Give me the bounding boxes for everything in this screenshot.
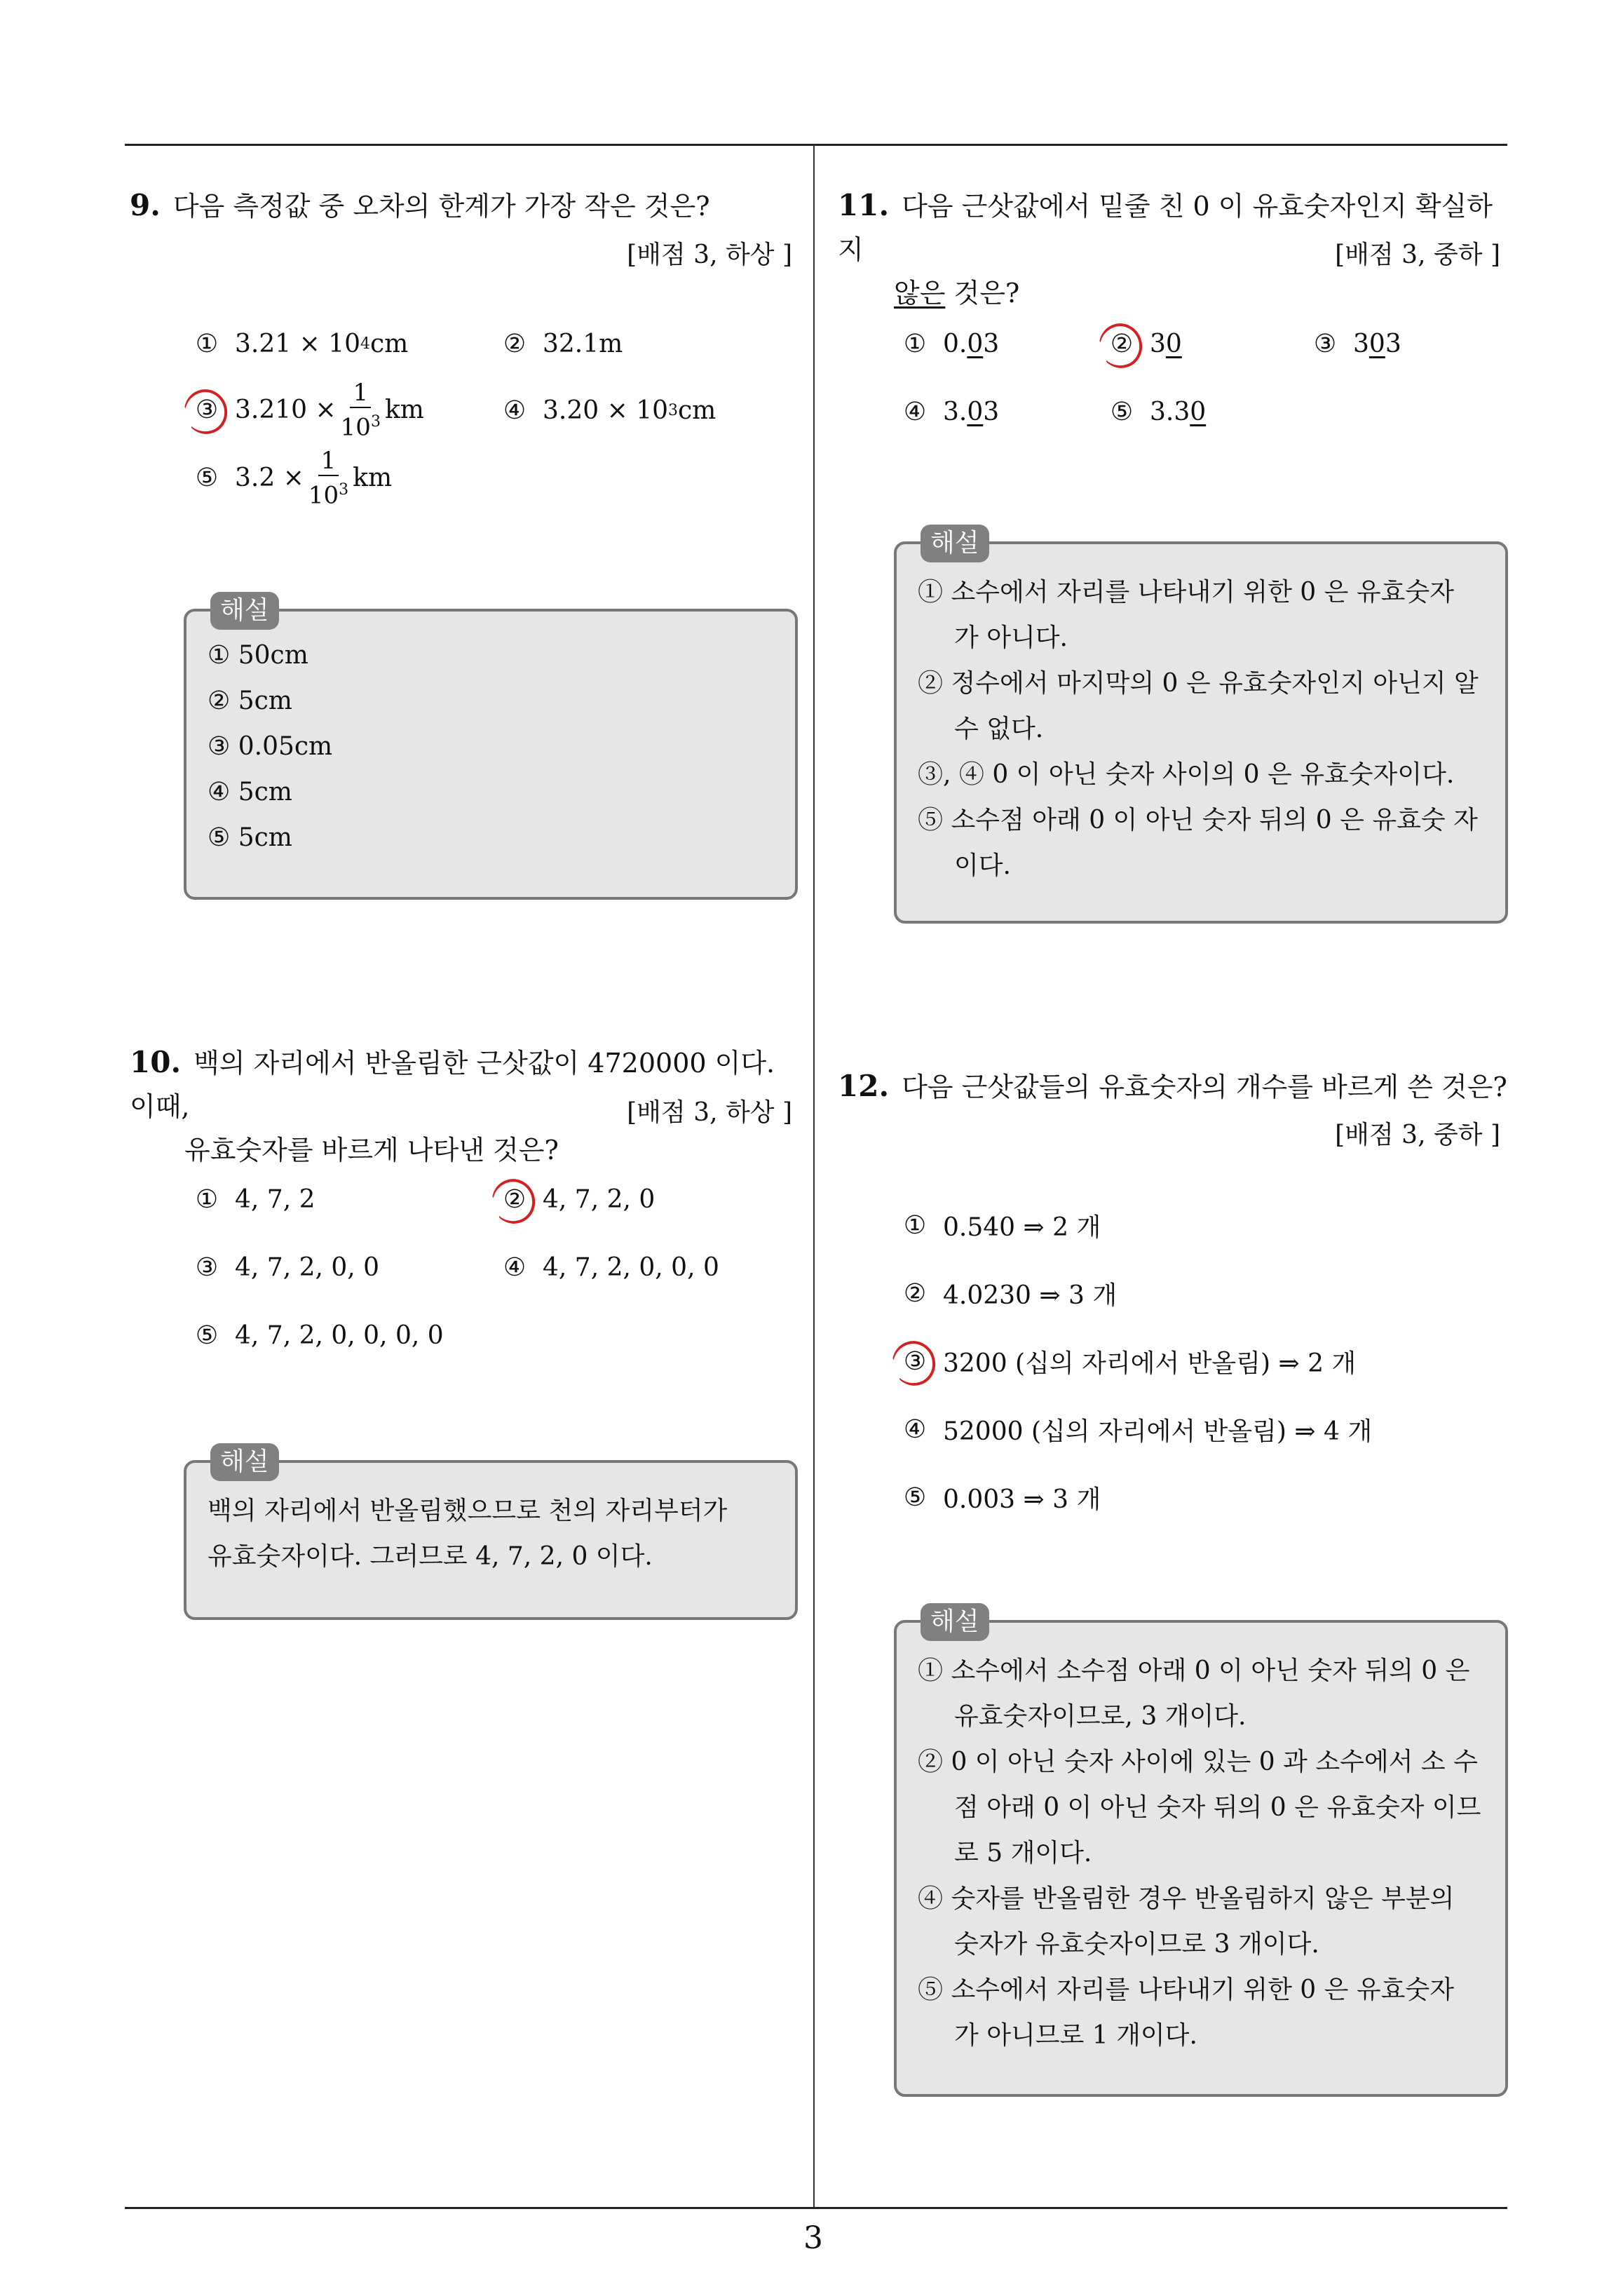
option-marker: ③ [195,1253,219,1282]
option-marker: ① [903,330,927,358]
option-marker: ⑤ [195,1321,219,1350]
question-text: 다음 근삿값에서 밑줄 친 0 이 유효숫자인지 확실하지 [838,191,1493,265]
q12-option-3[interactable]: ③ 3200 (십의 자리에서 반올림) ⇒ 2 개 [901,1344,1356,1379]
q11-option-1[interactable]: ① 0. 0 3 [901,330,999,358]
option-marker: ④ [503,1253,527,1282]
fraction: $\frac{1}{10^3}$ [340,379,381,442]
q9-option-3[interactable]: ③ 3.210 × $\frac{1}{10^3}$ km [193,379,424,441]
question-9 [130,184,796,228]
q11-option-2[interactable]: ② 3 0 [1108,330,1182,358]
explanation-line: ② 5cm [208,687,292,715]
option-marker: ④ [503,396,527,425]
explanation-tag: 해설 [210,1443,279,1481]
underlined-word: 않은 [894,278,946,309]
q9-option-4[interactable]: ④ 3.20 × 10 3 cm [501,396,716,425]
explanation-line: ⑤ 5cm [208,823,292,852]
q12-option-5[interactable]: ⑤ 0.003 ⇒ 3 개 [901,1480,1101,1515]
explanation-line: ⑤ 소수에서 자리를 나타내기 위한 0 은 유효숫자 가 아니므로 1 개이다. [918,1976,1454,2050]
q10-option-1[interactable]: ① 4, 7, 2 [193,1185,315,1214]
question-number: 11. [838,188,890,222]
q11-score: [배점 3, 중하 ] [1335,241,1500,269]
option-marker: ⑤ [1110,398,1134,426]
question-text: 다음 근삿값들의 유효숫자의 개수를 바르게 쓴 것은? [902,1072,1507,1102]
option-marker: ⑤ [903,1483,927,1512]
option-marker: ① [195,330,219,358]
q10-score: [배점 3, 하상 ] [627,1098,792,1127]
explanation-line: ③, ④ 0 이 아닌 숫자 사이의 0 은 유효숫자이다. [918,760,1455,789]
option-marker: ① [195,1185,219,1214]
option-marker: ① [903,1211,927,1240]
question-number: 10. [130,1045,182,1079]
option-marker: ② [903,1279,927,1308]
top-rule [125,144,1507,146]
q9-option-2[interactable]: ② 32.1m [501,330,623,358]
option-marker: ⑤ [195,464,219,493]
explanation-line: ③ 0.05cm [208,732,333,761]
q12-option-2[interactable]: ② 4.0230 ⇒ 3 개 [901,1276,1117,1311]
explanation-line: 유효숫자이다. 그러므로 4, 7, 2, 0 이다. [208,1542,653,1571]
option-marker: ④ [903,398,927,426]
explanation-line: ① 소수에서 소수점 아래 0 이 아닌 숫자 뒤의 0 은 유효숫자이므로, 3 개이다. [918,1656,1470,1731]
q10-explanation-box [184,1447,798,1620]
question-11: 11. 다음 근삿값에서 밑줄 친 0 이 유효숫자인지 확실하지 않은 것은? [838,188,1493,309]
answer-circle-mark: ③ [193,396,221,424]
explanation-tag: 해설 [921,525,989,562]
explanation-line: ① 소수에서 자리를 나타내기 위한 0 은 유효숫자 가 아니다. [918,578,1454,652]
answer-circle-mark: ② [1108,330,1136,358]
q10-option-4[interactable]: ④ 4, 7, 2, 0, 0, 0 [501,1253,719,1282]
explanation-line: ④ 숫자를 반올림한 경우 반올림하지 않은 부분의 숫자가 유효숫자이므로 3 개이다. [918,1884,1455,1959]
explanation-line: ⑤ 소수점 아래 0 이 아닌 숫자 뒤의 0 은 유효숫 자이다. [918,806,1478,880]
question-number: 9. [130,188,161,222]
explanation-line: ② 정수에서 마지막의 0 은 유효숫자인지 아닌지 알 수 없다. [918,669,1479,743]
explanation-line: ② 0 이 아닌 숫자 사이에 있는 0 과 소수에서 소 수점 아래 0 이 아닌 숫자 뒤의 0 은 유효숫자 이므로 5 개이다. [918,1748,1481,1868]
option-marker: ② [503,330,527,358]
bottom-rule [125,2207,1507,2209]
q9-option-1[interactable]: ① 3.21 × 10 4 cm [193,330,408,358]
q12-score: [배점 3, 중하 ] [1335,1121,1500,1149]
q9-explanation-box [184,596,798,900]
q11-option-3[interactable]: ③ 3 0 3 [1311,330,1401,358]
page-number: 3 [803,2220,823,2256]
explanation-tag: 해설 [210,592,279,630]
answer-circle-mark: ② [501,1185,529,1214]
question-number: 12. [838,1069,890,1103]
q12-option-1[interactable]: ① 0.540 ⇒ 2 개 [901,1208,1101,1243]
explanation-tag: 해설 [921,1603,989,1641]
option-marker: ③ [1313,330,1337,358]
question-text-cont: 유효숫자를 바르게 나타낸 것은? [184,1135,559,1166]
question-text: 백의 자리에서 반올림한 근삿값이 4720000 이다. 이때, [130,1048,775,1122]
q11-option-4[interactable]: ④ 3. 0 3 [901,398,999,426]
column-divider [813,145,815,2207]
explanation-line: ① 50cm [208,641,308,670]
explanation-line: ④ 5cm [208,778,292,806]
answer-circle-mark: ③ [901,1347,929,1376]
fraction: $\frac{1}{10^3}$ [308,447,349,510]
q10-option-2[interactable]: ② 4, 7, 2, 0 [501,1185,655,1214]
question-text: 다음 측정값 중 오차의 한계가 가장 작은 것은? [172,191,710,222]
q9-score: [배점 3, 하상 ] [627,241,792,269]
q12-explanation-box [894,1607,1508,2097]
q9-option-5[interactable]: ⑤ 3.2 × $\frac{1}{10^3}$ km [193,447,392,509]
explanation-line: 백의 자리에서 반올림했으므로 천의 자리부터가 [208,1497,728,1525]
q11-explanation-box [894,529,1508,924]
q10-option-3[interactable]: ③ 4, 7, 2, 0, 0 [193,1253,379,1282]
q11-option-5[interactable]: ⑤ 3.3 0 [1108,398,1206,426]
question-12 [838,1065,1511,1109]
option-marker: ④ [903,1415,927,1444]
q10-option-5[interactable]: ⑤ 4, 7, 2, 0, 0, 0, 0 [193,1321,444,1350]
q12-option-4[interactable]: ④ 52000 (십의 자리에서 반올림) ⇒ 4 개 [901,1412,1372,1447]
